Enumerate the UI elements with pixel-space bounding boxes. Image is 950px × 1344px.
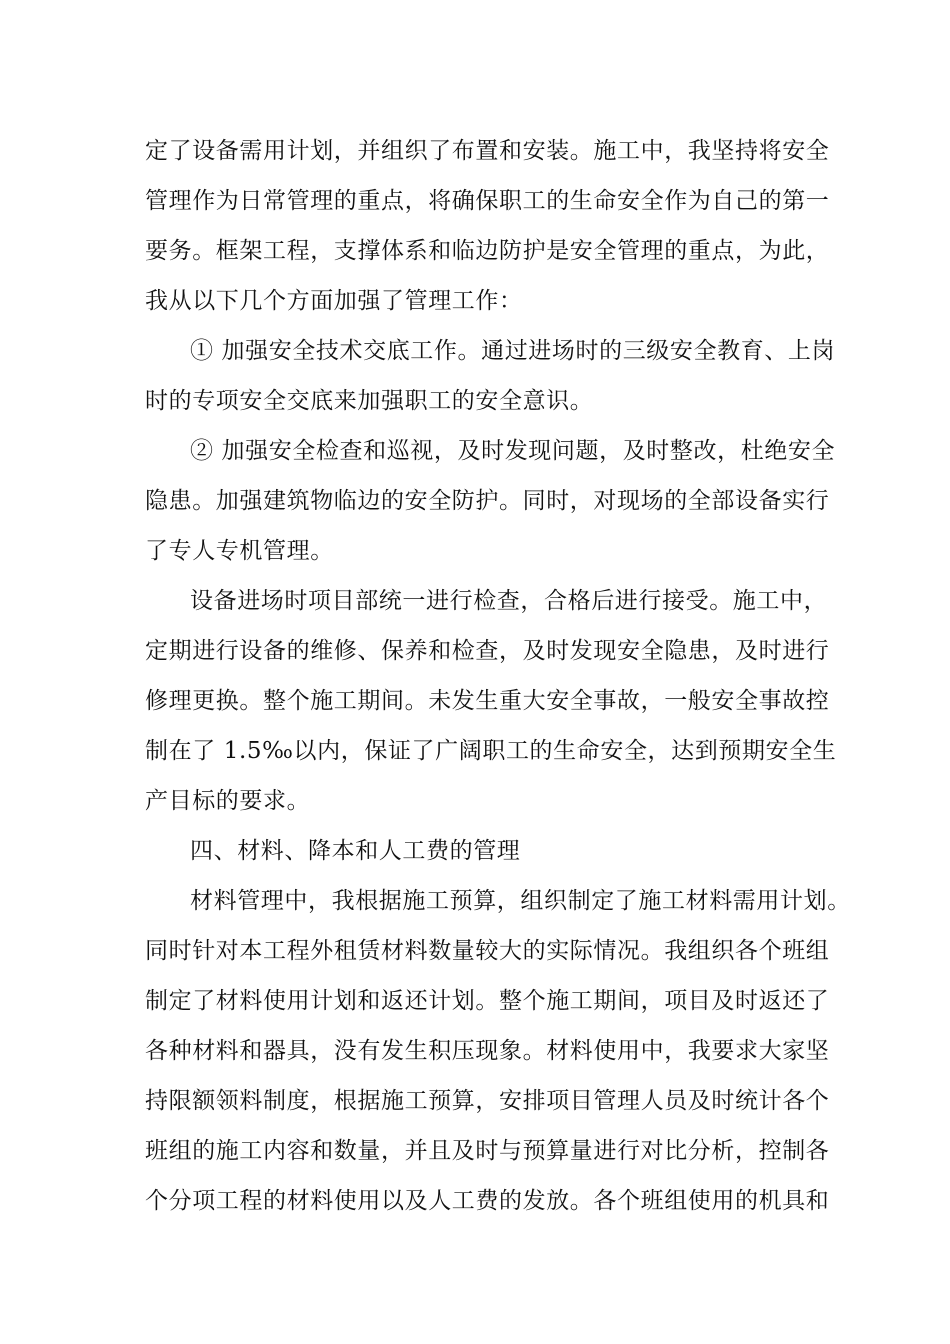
section-heading: 四、材料、降本和人工费的管理 [190, 838, 521, 864]
text-line: 时的专项安全交底来加强职工的安全意识。 [145, 388, 594, 414]
text-line: 设备进场时项目部统一进行检查，合格后进行接受。施工中， [190, 588, 828, 614]
text-line: 同时针对本工程外租赁材料数量较大的实际情况。我组织各个班组 [145, 938, 830, 964]
text-line: 定期进行设备的维修、保养和检查，及时发现安全隐患，及时进行 [145, 638, 830, 664]
text-line: 持限额领料制度，根据施工预算，安排项目管理人员及时统计各个 [145, 1088, 830, 1114]
text-line: 班组的施工内容和数量，并且及时与预算量进行对比分析，控制各 [145, 1138, 830, 1164]
text-line: 材料管理中，我根据施工预算，组织制定了施工材料需用计划。 [190, 888, 851, 914]
text-line: 产目标的要求。 [145, 788, 311, 814]
text-line: 修理更换。整个施工期间。未发生重大安全事故，一般安全事故控 [145, 688, 830, 714]
text-line: 我从以下几个方面加强了管理工作： [145, 288, 523, 314]
text-line: 各种材料和器具，没有发生积压现象。材料使用中，我要求大家坚 [145, 1038, 830, 1064]
text-line: 个分项工程的材料使用以及人工费的发放。各个班组使用的机具和 [145, 1188, 830, 1214]
text-line: ① 加强安全技术交底工作。通过进场时的三级安全教育、上岗 [190, 338, 836, 364]
text-line: 了专人专机管理。 [145, 538, 334, 564]
text-line: 管理作为日常管理的重点，将确保职工的生命安全作为自己的第一 [145, 188, 830, 214]
text-line: 定了设备需用计划，并组织了布置和安装。施工中，我坚持将安全 [145, 138, 830, 164]
text-line: ② 加强安全检查和巡视，及时发现问题，及时整改，杜绝安全 [190, 438, 836, 464]
text-line: 制在了 1.5‰以内，保证了广阔职工的生命安全，达到预期安全生 [145, 738, 837, 764]
text-line: 制定了材料使用计划和返还计划。整个施工期间，项目及时返还了 [145, 988, 830, 1014]
text-line: 要务。框架工程，支撑体系和临边防护是安全管理的重点，为此， [145, 238, 830, 264]
text-line: 隐患。加强建筑物临边的安全防护。同时，对现场的全部设备实行 [145, 488, 830, 514]
